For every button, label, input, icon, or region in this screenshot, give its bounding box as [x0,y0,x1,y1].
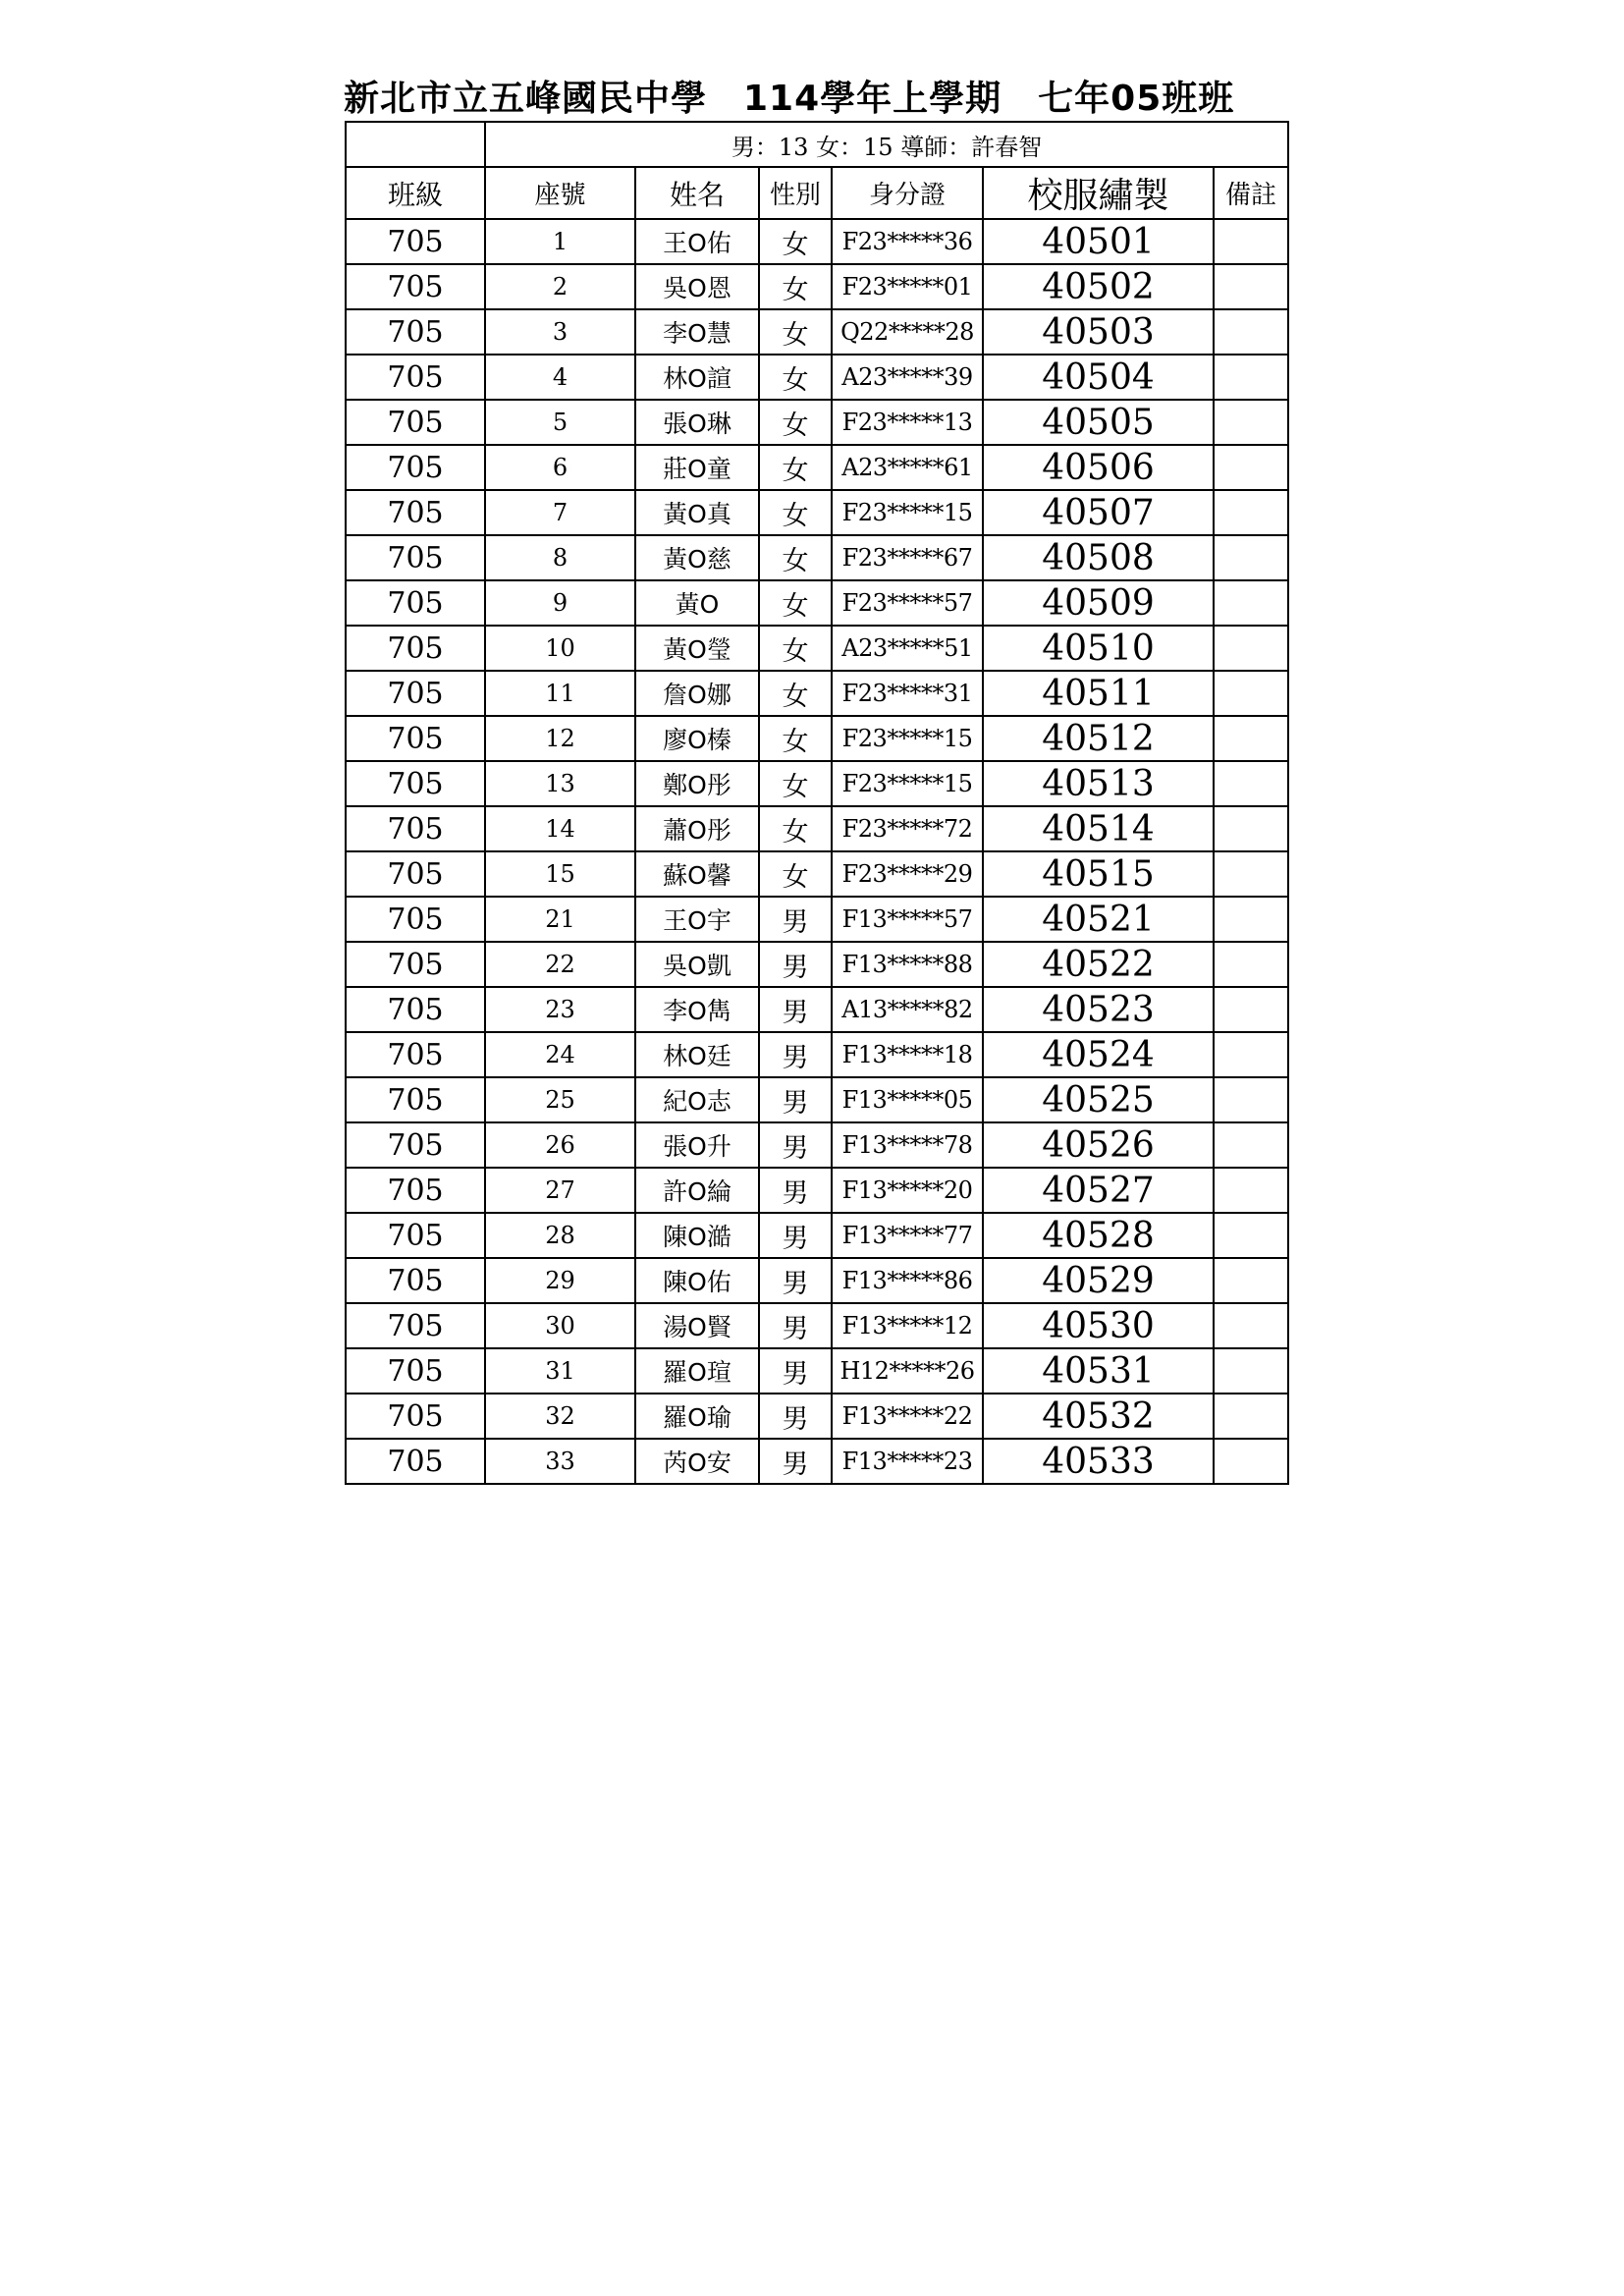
cell-name: 陳O佑 [635,1258,759,1303]
cell-id-number: Q22*****28 [832,309,983,355]
header-note: 備註 [1214,167,1288,219]
cell-note [1214,490,1288,535]
cell-uniform-code: 40514 [983,806,1214,851]
cell-uniform-code: 40532 [983,1394,1214,1439]
table-row [346,1258,1288,1303]
cell-id-number: F13*****12 [832,1303,983,1348]
header-row [346,167,1288,219]
cell-uniform-code: 40507 [983,490,1214,535]
cell-uniform-code: 40506 [983,445,1214,490]
summary-text: 男：13 女：15 導師：許春智 [485,122,1288,167]
cell-note [1214,264,1288,309]
cell-uniform-code: 40526 [983,1122,1214,1168]
cell-seat: 31 [485,1348,635,1394]
cell-class: 705 [346,219,485,264]
cell-note [1214,987,1288,1032]
cell-seat: 29 [485,1258,635,1303]
cell-uniform-code: 40521 [983,897,1214,942]
cell-seat: 27 [485,1168,635,1213]
table-row [346,851,1288,897]
table-row [346,1303,1288,1348]
table-row [346,1122,1288,1168]
cell-name: 陳O澔 [635,1213,759,1258]
cell-uniform-code: 40509 [983,580,1214,626]
cell-class: 705 [346,580,485,626]
cell-seat: 24 [485,1032,635,1077]
cell-note [1214,1168,1288,1213]
cell-seat: 32 [485,1394,635,1439]
cell-seat: 7 [485,490,635,535]
cell-class: 705 [346,1303,485,1348]
cell-name: 芮O安 [635,1439,759,1484]
cell-note [1214,1032,1288,1077]
cell-name: 鄭O彤 [635,761,759,806]
cell-seat: 11 [485,671,635,716]
table-row [346,626,1288,671]
cell-id-number: A23*****39 [832,355,983,400]
table-row [346,309,1288,355]
cell-note [1214,716,1288,761]
header-name: 姓名 [635,167,759,219]
cell-id-number: F23*****36 [832,219,983,264]
cell-gender: 男 [759,897,832,942]
cell-class: 705 [346,851,485,897]
cell-gender: 男 [759,1394,832,1439]
cell-id-number: F23*****01 [832,264,983,309]
cell-uniform-code: 40515 [983,851,1214,897]
cell-uniform-code: 40513 [983,761,1214,806]
cell-seat: 5 [485,400,635,445]
cell-class: 705 [346,806,485,851]
cell-class: 705 [346,897,485,942]
cell-note [1214,1303,1288,1348]
cell-note [1214,1394,1288,1439]
cell-uniform-code: 40533 [983,1439,1214,1484]
cell-note [1214,1077,1288,1122]
cell-uniform-code: 40531 [983,1348,1214,1394]
cell-seat: 1 [485,219,635,264]
cell-id-number: F13*****05 [832,1077,983,1122]
cell-gender: 女 [759,355,832,400]
cell-note [1214,806,1288,851]
cell-name: 吳O凱 [635,942,759,987]
table-row [346,219,1288,264]
cell-gender: 男 [759,1122,832,1168]
summary-row [346,122,1288,167]
cell-name: 詹O娜 [635,671,759,716]
cell-gender: 男 [759,987,832,1032]
cell-note [1214,309,1288,355]
cell-id-number: F13*****77 [832,1213,983,1258]
cell-gender: 女 [759,309,832,355]
cell-id-number: F13*****78 [832,1122,983,1168]
student-roster-table [345,121,1289,1485]
cell-class: 705 [346,1394,485,1439]
cell-class: 705 [346,987,485,1032]
cell-uniform-code: 40504 [983,355,1214,400]
cell-note [1214,1213,1288,1258]
cell-seat: 26 [485,1122,635,1168]
page-title: 新北市立五峰國民中學 114學年上學期 七年05班班 [344,79,1235,119]
table-row [346,1348,1288,1394]
cell-gender: 男 [759,1258,832,1303]
cell-seat: 4 [485,355,635,400]
cell-gender: 女 [759,445,832,490]
cell-gender: 女 [759,716,832,761]
cell-note [1214,1258,1288,1303]
cell-gender: 男 [759,1348,832,1394]
cell-class: 705 [346,400,485,445]
table-row [346,535,1288,580]
table-row [346,580,1288,626]
header-class: 班級 [346,167,485,219]
table-row [346,897,1288,942]
header-uniform: 校服繡製 [983,167,1214,219]
cell-id-number: F23*****57 [832,580,983,626]
cell-note [1214,851,1288,897]
cell-uniform-code: 40523 [983,987,1214,1032]
cell-id-number: F13*****23 [832,1439,983,1484]
cell-id-number: F23*****13 [832,400,983,445]
cell-gender: 女 [759,580,832,626]
table-row [346,1213,1288,1258]
cell-id-number: F23*****72 [832,806,983,851]
cell-gender: 男 [759,1077,832,1122]
cell-class: 705 [346,535,485,580]
cell-class: 705 [346,490,485,535]
cell-id-number: F13*****88 [832,942,983,987]
cell-uniform-code: 40527 [983,1168,1214,1213]
cell-note [1214,219,1288,264]
cell-name: 林O諠 [635,355,759,400]
cell-name: 黃O慈 [635,535,759,580]
cell-class: 705 [346,1258,485,1303]
table-row [346,400,1288,445]
cell-name: 王O佑 [635,219,759,264]
cell-gender: 女 [759,400,832,445]
cell-seat: 25 [485,1077,635,1122]
cell-id-number: F23*****15 [832,716,983,761]
table-row [346,264,1288,309]
cell-name: 張O琳 [635,400,759,445]
cell-name: 莊O童 [635,445,759,490]
cell-name: 羅O瑜 [635,1394,759,1439]
header-gender: 性別 [759,167,832,219]
cell-name: 湯O賢 [635,1303,759,1348]
cell-id-number: F23*****67 [832,535,983,580]
cell-class: 705 [346,1032,485,1077]
cell-class: 705 [346,761,485,806]
cell-id-number: F13*****18 [832,1032,983,1077]
table-row [346,716,1288,761]
cell-id-number: F13*****22 [832,1394,983,1439]
cell-name: 王O宇 [635,897,759,942]
cell-name: 黃O [635,580,759,626]
table-row [346,1394,1288,1439]
cell-gender: 女 [759,264,832,309]
cell-gender: 女 [759,219,832,264]
cell-note [1214,671,1288,716]
cell-name: 吳O恩 [635,264,759,309]
cell-id-number: F23*****31 [832,671,983,716]
cell-name: 黃O瑩 [635,626,759,671]
cell-id-number: F13*****20 [832,1168,983,1213]
cell-seat: 6 [485,445,635,490]
cell-id-number: A13*****82 [832,987,983,1032]
cell-note [1214,897,1288,942]
cell-gender: 女 [759,806,832,851]
cell-seat: 15 [485,851,635,897]
cell-id-number: F13*****86 [832,1258,983,1303]
cell-name: 蕭O彤 [635,806,759,851]
table-row [346,942,1288,987]
summary-blank-cell [346,122,485,167]
cell-gender: 女 [759,535,832,580]
table-row [346,445,1288,490]
cell-id-number: F23*****29 [832,851,983,897]
cell-class: 705 [346,626,485,671]
cell-uniform-code: 40511 [983,671,1214,716]
cell-class: 705 [346,1077,485,1122]
header-seat: 座號 [485,167,635,219]
table-row [346,806,1288,851]
cell-id-number: A23*****51 [832,626,983,671]
cell-seat: 2 [485,264,635,309]
cell-class: 705 [346,355,485,400]
cell-seat: 33 [485,1439,635,1484]
cell-name: 李O慧 [635,309,759,355]
cell-uniform-code: 40512 [983,716,1214,761]
cell-name: 張O升 [635,1122,759,1168]
cell-gender: 女 [759,761,832,806]
cell-class: 705 [346,1439,485,1484]
cell-seat: 3 [485,309,635,355]
table-row [346,1077,1288,1122]
cell-uniform-code: 40505 [983,400,1214,445]
cell-note [1214,1348,1288,1394]
cell-uniform-code: 40510 [983,626,1214,671]
cell-name: 蘇O馨 [635,851,759,897]
cell-note [1214,1122,1288,1168]
table-row [346,761,1288,806]
cell-uniform-code: 40522 [983,942,1214,987]
cell-name: 許O綸 [635,1168,759,1213]
cell-name: 廖O榛 [635,716,759,761]
cell-seat: 9 [485,580,635,626]
header-id: 身分證 [832,167,983,219]
cell-class: 705 [346,1213,485,1258]
cell-note [1214,761,1288,806]
cell-uniform-code: 40503 [983,309,1214,355]
cell-name: 林O廷 [635,1032,759,1077]
cell-class: 705 [346,264,485,309]
cell-note [1214,580,1288,626]
cell-id-number: H12*****26 [832,1348,983,1394]
cell-class: 705 [346,671,485,716]
cell-class: 705 [346,1122,485,1168]
table-row [346,987,1288,1032]
cell-class: 705 [346,716,485,761]
cell-note [1214,626,1288,671]
cell-seat: 30 [485,1303,635,1348]
cell-class: 705 [346,309,485,355]
cell-note [1214,1439,1288,1484]
table-row [346,671,1288,716]
table-row [346,355,1288,400]
cell-uniform-code: 40530 [983,1303,1214,1348]
cell-uniform-code: 40524 [983,1032,1214,1077]
cell-name: 黃O真 [635,490,759,535]
cell-seat: 10 [485,626,635,671]
cell-seat: 12 [485,716,635,761]
cell-gender: 女 [759,851,832,897]
cell-name: 羅O瑄 [635,1348,759,1394]
cell-seat: 13 [485,761,635,806]
cell-class: 705 [346,1168,485,1213]
cell-id-number: F23*****15 [832,761,983,806]
cell-seat: 28 [485,1213,635,1258]
cell-note [1214,535,1288,580]
cell-gender: 男 [759,1439,832,1484]
cell-gender: 男 [759,1168,832,1213]
cell-uniform-code: 40508 [983,535,1214,580]
table-row [346,1439,1288,1484]
cell-class: 705 [346,1348,485,1394]
cell-name: 李O雋 [635,987,759,1032]
table-row [346,490,1288,535]
cell-note [1214,355,1288,400]
cell-gender: 男 [759,1213,832,1258]
cell-name: 紀O志 [635,1077,759,1122]
cell-id-number: F23*****15 [832,490,983,535]
cell-note [1214,942,1288,987]
cell-gender: 女 [759,671,832,716]
cell-note [1214,445,1288,490]
cell-seat: 23 [485,987,635,1032]
cell-class: 705 [346,942,485,987]
cell-gender: 女 [759,626,832,671]
cell-gender: 男 [759,942,832,987]
cell-uniform-code: 40502 [983,264,1214,309]
cell-gender: 男 [759,1303,832,1348]
cell-seat: 8 [485,535,635,580]
table-row [346,1032,1288,1077]
cell-seat: 14 [485,806,635,851]
cell-uniform-code: 40525 [983,1077,1214,1122]
cell-seat: 22 [485,942,635,987]
cell-id-number: F13*****57 [832,897,983,942]
cell-uniform-code: 40501 [983,219,1214,264]
cell-uniform-code: 40529 [983,1258,1214,1303]
cell-seat: 21 [485,897,635,942]
cell-gender: 男 [759,1032,832,1077]
cell-gender: 女 [759,490,832,535]
cell-uniform-code: 40528 [983,1213,1214,1258]
table-row [346,1168,1288,1213]
cell-class: 705 [346,445,485,490]
cell-id-number: A23*****61 [832,445,983,490]
cell-note [1214,400,1288,445]
